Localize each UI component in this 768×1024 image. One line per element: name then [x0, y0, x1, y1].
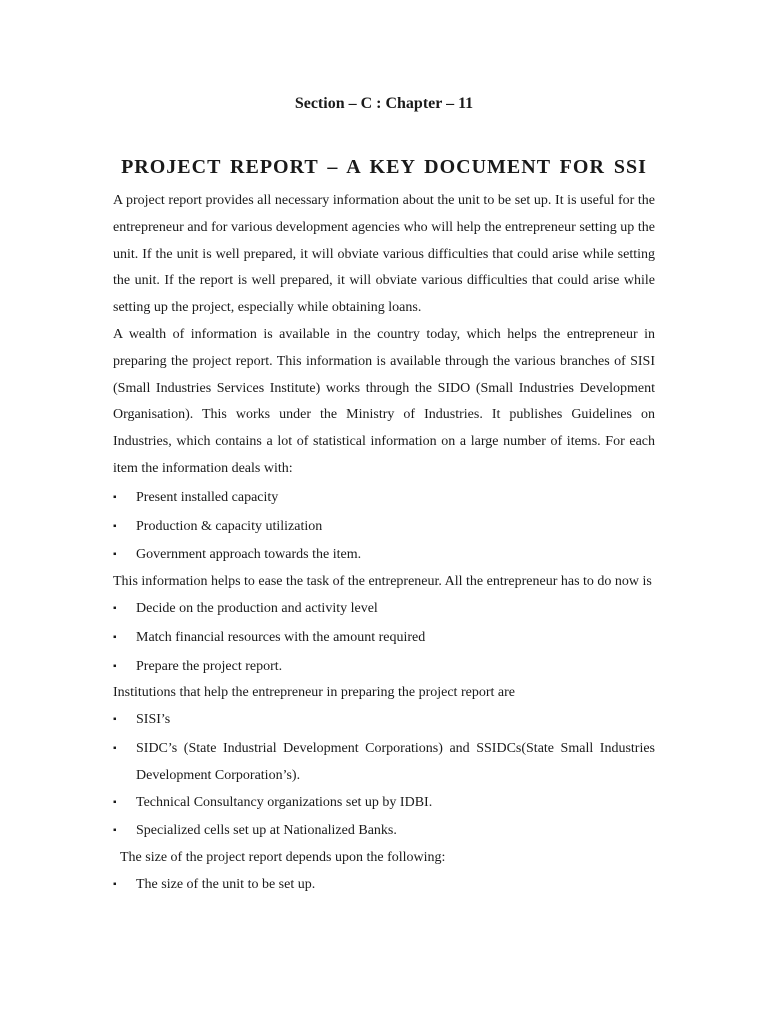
paragraph-intro: A project report provides all necessary information about the unit to be set up. It is useful for the entrepreneur and for various development agencies who will help the entrepreneur setting up the unit. If the unit is well prepared, it will obviate various difficulties that could arise while setting the unit. If the report is well prepared, it will obviate various difficulties that could arise while setting up the project, especially while obtaining loans.: [113, 193, 655, 316]
list-item: [113, 542, 655, 569]
page-title: PROJECT REPORT – A KEY DOCUMENT FOR SSI: [121, 156, 647, 178]
list-item: [113, 736, 655, 790]
list-item-text: SISI’s: [136, 712, 171, 728]
bullet-icon: ▪: [113, 825, 117, 837]
list-item-text: Specialized cells set up at Nationalized Banks.: [136, 823, 397, 839]
bullet-icon: ▪: [113, 714, 117, 726]
bullet-icon: ▪: [113, 549, 117, 561]
list-item: [113, 625, 655, 652]
list-item: [113, 596, 655, 623]
paragraph-report-size: The size of the project report depends upon the following:: [120, 850, 446, 866]
paragraph-entrepreneur-task: This information helps to ease the task of the entrepreneur. All the entrepreneur has to do now is: [113, 574, 652, 590]
list-item-text: Technical Consultancy organizations set up by IDBI.: [136, 794, 433, 810]
bullet-icon: ▪: [113, 878, 117, 890]
document-body: [113, 188, 655, 899]
list-item-text: SIDC’s (State Industrial Development Corporations) and SSIDCs(State Small Industries Development Corporation’s).: [136, 740, 655, 783]
bullet-icon: ▪: [113, 631, 117, 643]
list-item-text: Prepare the project report.: [136, 658, 283, 674]
list-item-text: Match financial resources with the amount required: [136, 629, 426, 645]
paragraph-institutions: Institutions that help the entrepreneur in preparing the project report are: [113, 685, 515, 701]
bullet-icon: ▪: [113, 491, 117, 503]
bullet-icon: ▪: [113, 742, 117, 754]
list-item: [113, 654, 655, 681]
list-item-text: Government approach towards the item.: [136, 547, 362, 563]
list-item-text: Present installed capacity: [136, 489, 279, 505]
list-item: [113, 818, 655, 845]
list-item: [113, 872, 655, 899]
bullet-icon: ▪: [113, 520, 117, 532]
bullet-icon: ▪: [113, 660, 117, 672]
list-item: [113, 514, 655, 541]
list-item: [113, 790, 655, 817]
list-item-text: Production & capacity utilization: [136, 518, 323, 534]
list-item-text: Decide on the production and activity level: [136, 600, 378, 616]
paragraph-information-sources: A wealth of information is available in the country today, which helps the entrepreneur in preparing the project report. This information is available through the various branches of SISI (Small Industries Services Institute) works through the SIDO (Small Industries Development Organisation). This works under the Ministry of Industries. It publishes Guidelines on Industries, which contains a lot of statistical information on a large number of items. For each item the information deals with:: [113, 326, 655, 476]
list-item: [113, 707, 655, 734]
list-item: [113, 485, 655, 512]
section-heading: Section – C : Chapter – 11: [294, 95, 474, 112]
list-item-text: The size of the unit to be set up.: [136, 876, 316, 892]
bullet-icon: ▪: [113, 602, 117, 614]
bullet-icon: ▪: [113, 796, 117, 808]
